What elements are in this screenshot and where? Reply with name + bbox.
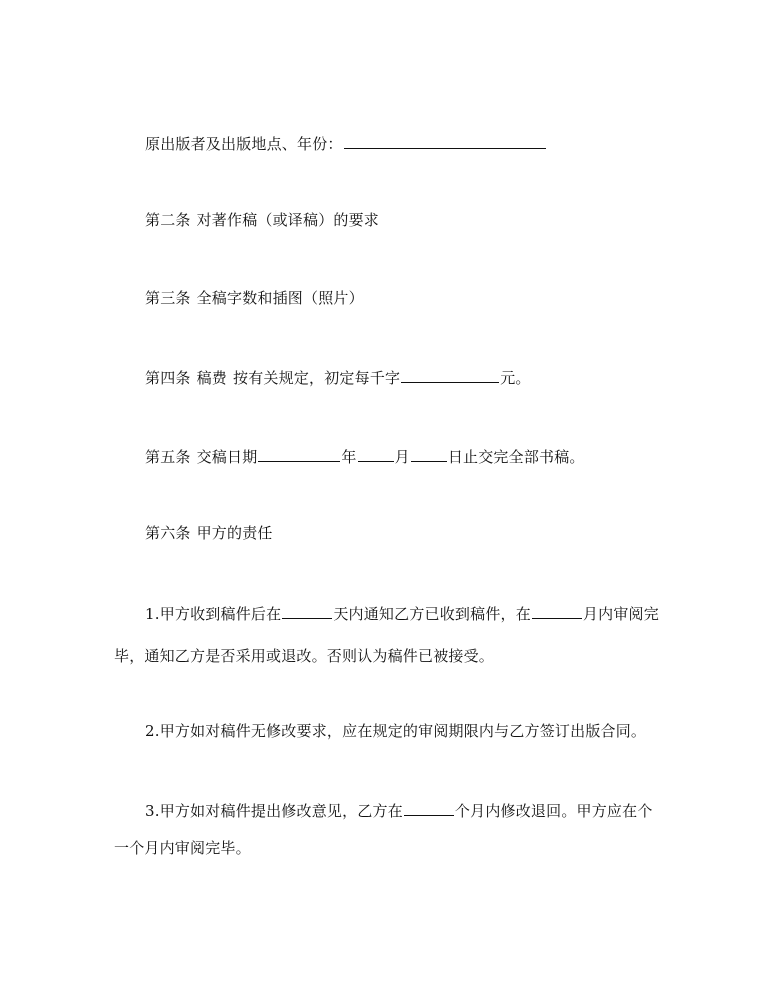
clause-1-text-b: 天内通知乙方已收到稿件，在 (333, 605, 531, 623)
article-2-number: 第二条 (145, 211, 191, 229)
article-5-line (145, 446, 585, 467)
article-4-text: 按有关规定，初定每千字 (233, 369, 401, 387)
year-label: 年 (341, 448, 357, 466)
clause-3-line-2 (114, 838, 251, 858)
clause-3-text-a: 3.甲方如对稿件提出修改意见，乙方在 (145, 802, 403, 820)
article-6-number: 第六条 (145, 524, 191, 542)
article-4-line (145, 367, 531, 388)
clause-1-text-d: 毕，通知乙方是否采用或退改。否则认为稿件已被接受。 (114, 647, 495, 665)
article-5-text: 日止交完全部书稿。 (447, 448, 585, 466)
article-6-line (145, 523, 273, 543)
article-5-title: 交稿日期 (196, 448, 258, 466)
article-2-title: 对著作稿（或译稿）的要求 (196, 211, 380, 229)
clause-1-text-c: 月内审阅完 (582, 605, 659, 623)
article-4-title: 稿费 (196, 369, 228, 387)
article-6-title: 甲方的责任 (196, 524, 273, 542)
original-publisher-blank (344, 133, 546, 149)
article-3-number: 第三条 (145, 289, 191, 307)
fee-per-thousand-blank (401, 367, 499, 383)
article-4-unit: 元。 (500, 369, 531, 387)
article-5-number: 第五条 (145, 448, 191, 466)
original-publisher-line (145, 133, 547, 154)
revise-months-blank (404, 800, 454, 816)
clause-3-text-b: 个月内修改退回。甲方应在个 (454, 802, 653, 820)
article-3-title: 全稿字数和插图（照片） (196, 289, 364, 307)
day-blank (411, 446, 447, 462)
review-months-blank (532, 603, 582, 619)
clause-1-line-1 (145, 603, 659, 624)
clause-2-line (145, 721, 646, 741)
article-2-line (145, 210, 379, 230)
notify-days-blank (282, 603, 332, 619)
article-3-line (145, 288, 364, 308)
article-4-number: 第四条 (145, 369, 191, 387)
year-blank (258, 446, 340, 462)
clause-3-text-c: 一个月内审阅完毕。 (114, 839, 251, 857)
month-blank (358, 446, 394, 462)
clause-1-line-2 (114, 646, 494, 666)
clause-3-line-1 (145, 800, 653, 821)
clause-1-text-a: 1.甲方收到稿件后在 (145, 605, 282, 623)
clause-2-text: 2.甲方如对稿件无修改要求，应在规定的审阅期限内与乙方签订出版合同。 (145, 722, 647, 740)
original-publisher-label: 原出版者及出版地点、年份： (145, 135, 343, 153)
month-label: 月 (394, 448, 410, 466)
